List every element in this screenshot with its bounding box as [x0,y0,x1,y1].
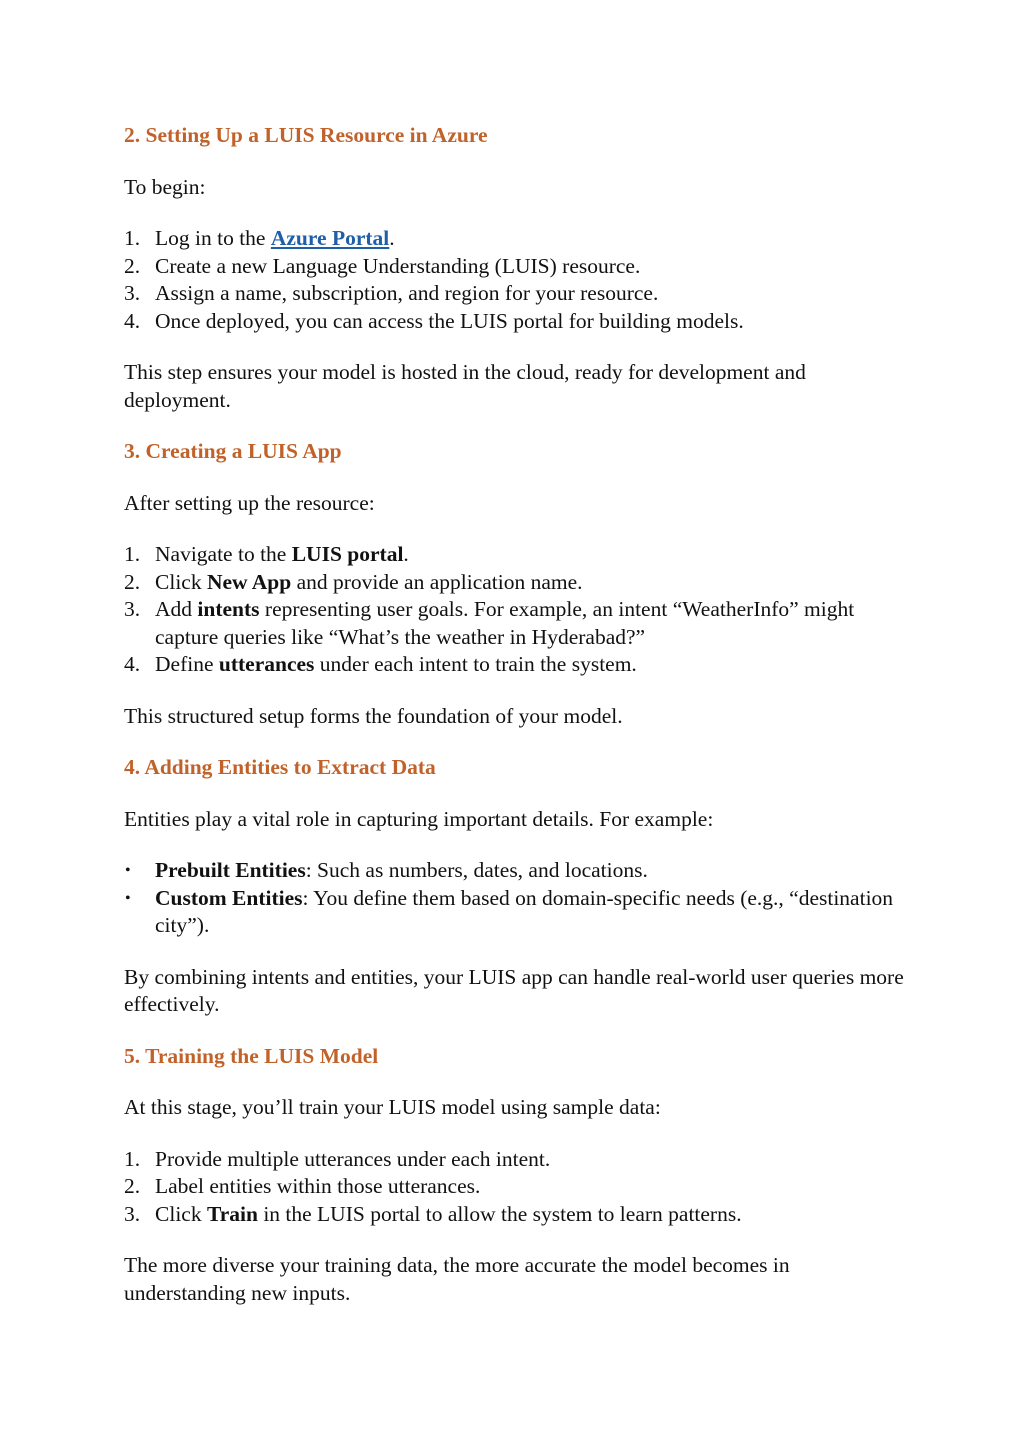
list-item: 1. Navigate to the LUIS portal. [124,541,904,569]
list-item: 3. Add intents representing user goals. For example, an intent “WeatherInfo” might capture queries like “What’s the weather in Hyderabad?” [124,597,855,649]
list-number: 2. [124,569,141,594]
list-item: • Custom Entities: You define them based on domain-specific needs (e.g., “destination city”). [125,885,894,937]
list-item: 1. Log in to the Azure Portal. [124,225,904,253]
section-closing: By combining intents and entities, your LUIS app can handle real-world user queries more effectively. [124,964,904,1016]
section-intro: Entities play a vital role in capturing important details. For example: [124,806,714,831]
section-intro: At this stage, you’ll train your LUIS model using sample data: [124,1095,661,1119]
bullet-list [124,857,904,940]
list-number: 2. [124,1174,141,1198]
list-item: • Prebuilt Entities: Such as numbers, dates, and locations. [124,857,904,885]
list-item: 3. Assign a name, subscription, and region for your resource. [124,280,904,308]
list-number: 4. [124,652,141,676]
document-page [124,122,904,1331]
section-intro: After setting up the resource: [124,490,375,515]
list-item: 2. Click New App and provide an application name. [124,569,904,597]
list-number: 1. [124,542,141,566]
list-number: 2. [124,253,141,278]
list-number: 4. [124,308,141,333]
list-number: 3. [124,1201,141,1226]
section-intro: To begin: [124,174,206,199]
list-item: 2. Create a new Language Understanding (LUIS) resource. [124,253,904,281]
list-item: 4. Once deployed, you can access the LUIS portal for building models. [124,308,904,336]
list-item: 3. Click Train in the LUIS portal to allow the system to learn patterns. [124,1201,904,1229]
list-item: 4. Define utterances under each intent to train the system. [124,651,904,679]
section-heading-creating-app: 3. Creating a LUIS App [124,439,342,463]
section-heading-entities: 4. Adding Entities to Extract Data [124,755,436,779]
numbered-list [124,225,904,335]
azure-portal-link[interactable]: Azure Portal [270,226,390,250]
numbered-list [124,541,904,679]
section-closing: The more diverse your training data, the more accurate the model becomes in understanding new inputs. [124,1253,790,1305]
list-number: 1. [124,1146,141,1171]
bullet-icon: • [125,889,131,907]
list-number: 3. [124,281,141,305]
list-number: 1. [124,226,141,250]
bullet-icon: • [125,862,131,879]
numbered-list [124,1146,904,1229]
section-heading-setup: 2. Setting Up a LUIS Resource in Azure [124,123,488,147]
list-item: 1. Provide multiple utterances under each intent. [124,1146,904,1174]
list-item: 2. Label entities within those utterances. [124,1173,904,1201]
section-closing: This step ensures your model is hosted in the cloud, ready for development and deployment. [124,360,806,412]
section-closing: This structured setup forms the foundation of your model. [124,703,623,728]
section-heading-training: 5. Training the LUIS Model [124,1043,379,1068]
list-number: 3. [124,597,141,621]
